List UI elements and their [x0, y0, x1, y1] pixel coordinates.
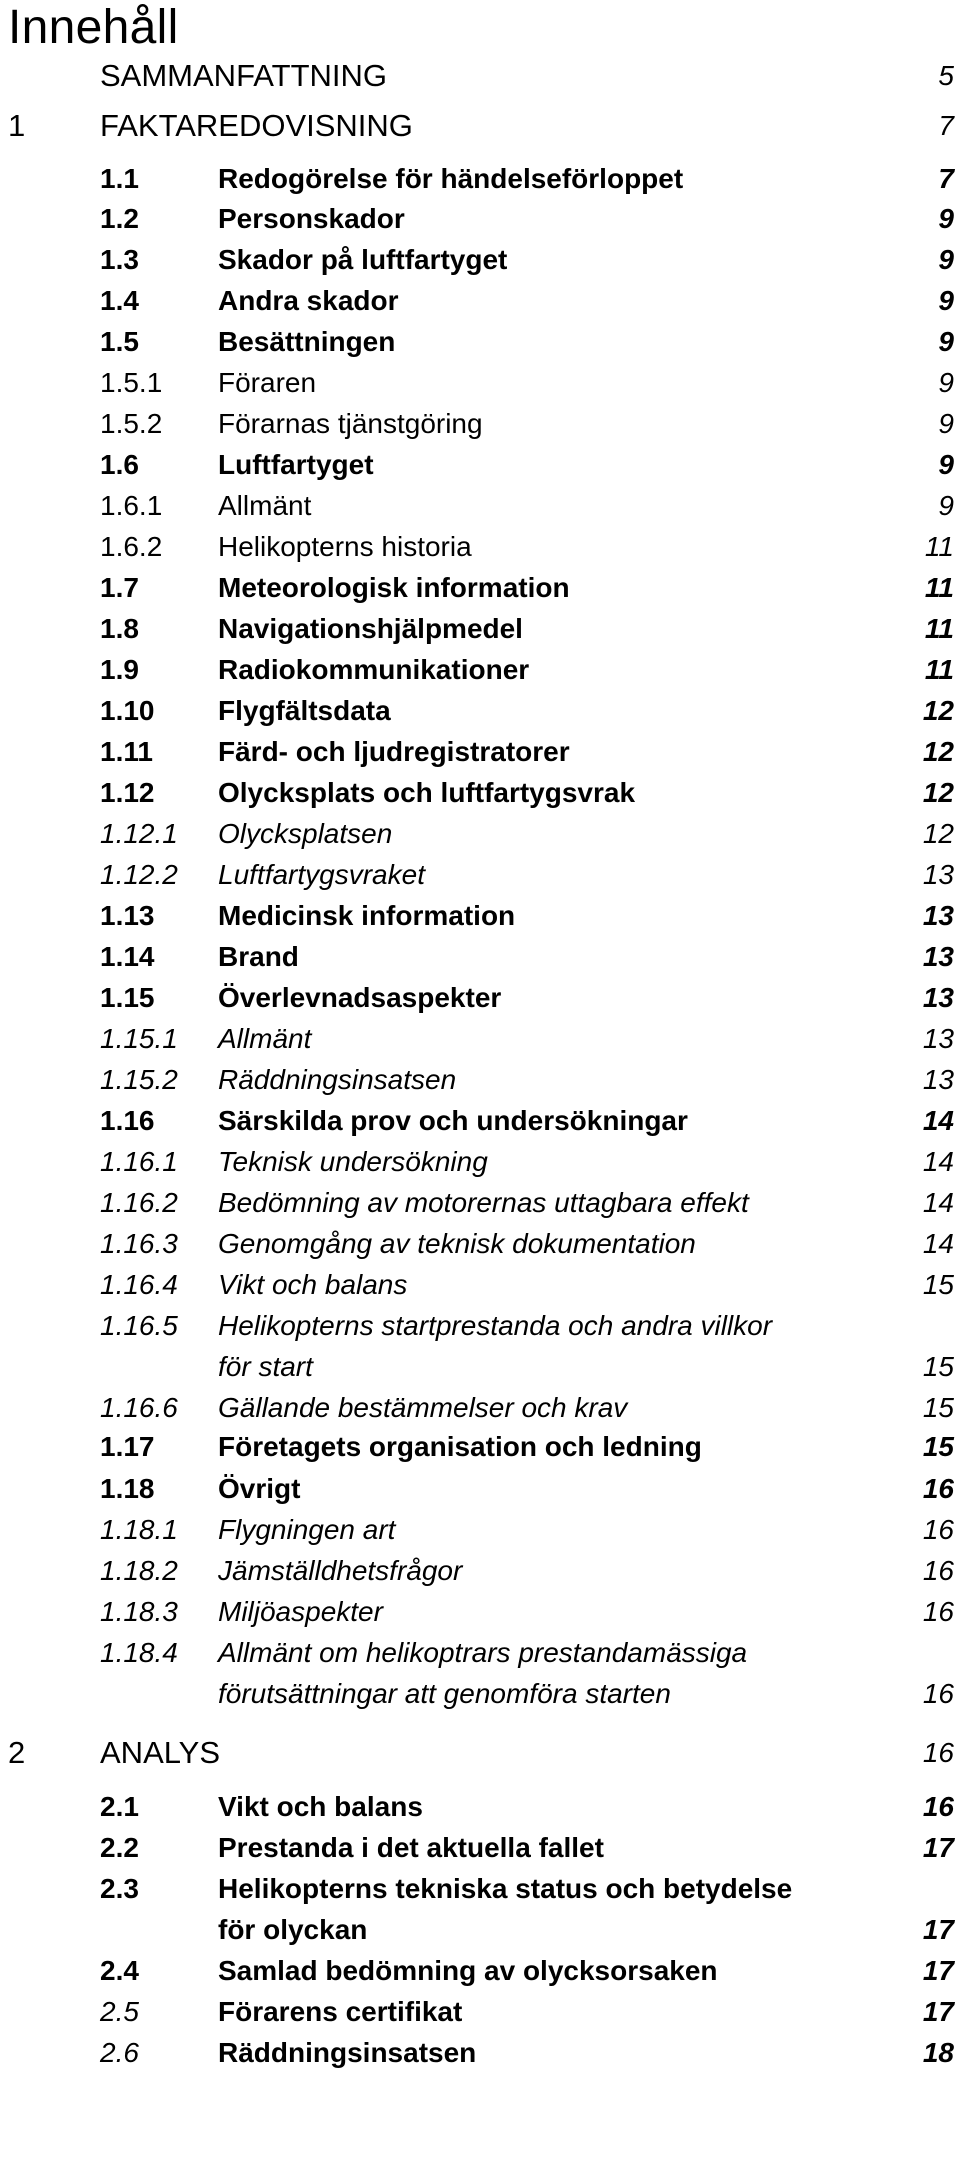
toc-entry[interactable] — [0, 1018, 960, 1060]
toc-entry-title: ANALYS — [100, 1735, 221, 1770]
toc-entry[interactable] — [0, 526, 960, 568]
toc-entry-page: 13 — [922, 859, 954, 890]
toc-entry[interactable] — [0, 608, 960, 650]
toc-entry-title: Förarens certifikat — [218, 1996, 463, 2027]
toc-entry-title: Redogörelse för händelseförloppet — [218, 163, 684, 194]
toc-entry[interactable] — [0, 485, 960, 527]
toc-entry-number: 1.5.2 — [100, 408, 163, 439]
toc-entry-number: 1.3 — [100, 244, 139, 275]
toc-entry[interactable] — [0, 1182, 960, 1224]
toc-entry-title: Radiokommunikationer — [218, 654, 530, 685]
toc-entry-number: 1.15.2 — [100, 1064, 178, 1095]
toc-entry-title: Luftfartyget — [218, 449, 374, 480]
toc-entry-page: 16 — [922, 1473, 954, 1504]
toc-entry-page: 9 — [938, 285, 954, 316]
toc-entry-title: Personskador — [218, 203, 405, 234]
toc-entry-number: 1.18.3 — [100, 1596, 178, 1627]
toc-entry-title: FAKTAREDOVISNING — [100, 108, 413, 143]
toc-entry-page: 12 — [922, 818, 954, 849]
toc-entry[interactable] — [0, 105, 960, 147]
toc-entry[interactable] — [0, 895, 960, 937]
toc-entry-page: 13 — [922, 1023, 954, 1054]
toc-entry[interactable] — [0, 1991, 960, 2033]
toc-entry[interactable] — [0, 1950, 960, 1992]
toc-entry-number: 1.16.4 — [100, 1269, 178, 1300]
toc-entry-page: 16 — [922, 1791, 954, 1822]
toc-entry-title: Föraren — [218, 367, 317, 398]
toc-entry[interactable] — [0, 403, 960, 445]
toc-entry[interactable] — [0, 1509, 960, 1551]
toc-entry-number: 1.12.1 — [100, 818, 178, 849]
toc-entry-number: 2.4 — [100, 1955, 139, 1986]
toc-entry[interactable] — [0, 1632, 960, 1674]
toc-entry-number: 1.16.1 — [100, 1146, 178, 1177]
toc-entry[interactable] — [0, 813, 960, 855]
toc-entry-number: 2.2 — [100, 1832, 139, 1863]
toc-entry-title: Miljöaspekter — [218, 1596, 383, 1627]
toc-entry-title: Förarnas tjänstgöring — [218, 408, 483, 439]
toc-entry[interactable] — [0, 444, 960, 486]
toc-entry-title: Prestanda i det aktuella fallet — [218, 1832, 604, 1863]
toc-entry-page: 16 — [922, 1678, 954, 1709]
toc-entry-title: Färd- och ljudregistratorer — [218, 736, 570, 767]
toc-entry-page: 13 — [922, 941, 954, 972]
toc-entry[interactable] — [0, 1426, 960, 1468]
toc-entry[interactable] — [0, 731, 960, 773]
toc-entry[interactable] — [0, 158, 960, 200]
toc-entry-title: Meteorologisk information — [218, 572, 570, 603]
toc-entry-number: 1.4 — [100, 285, 139, 316]
toc-entry-page: 16 — [922, 1737, 954, 1768]
toc-entry-page: 9 — [938, 244, 954, 275]
toc-entry[interactable] — [0, 1264, 960, 1306]
toc-entry-title: Skador på luftfartyget — [218, 244, 508, 275]
toc-entry-title: Olycksplatsen — [218, 818, 393, 849]
toc-entry-page: 9 — [938, 449, 954, 480]
toc-entry[interactable] — [0, 649, 960, 691]
toc-entry-title: Allmänt om helikoptrars prestandamässiga — [218, 1637, 748, 1668]
toc-entry[interactable] — [0, 1100, 960, 1142]
toc-entry-page: 7 — [938, 110, 954, 141]
toc-entry[interactable] — [0, 362, 960, 404]
toc-entry-number: 1.12.2 — [100, 859, 178, 890]
toc-entry-page: 17 — [922, 1955, 954, 1986]
toc-entry-title: Företagets organisation och ledning — [218, 1431, 702, 1462]
toc-entry-page: 13 — [922, 900, 954, 931]
toc-entry-number: 1.15 — [100, 982, 155, 1013]
toc-entry-title: Medicinsk information — [218, 900, 516, 931]
toc-entry-number: 1.16.5 — [100, 1310, 178, 1341]
toc-entry-page: 14 — [922, 1228, 954, 1259]
toc-entry-number: 1.14 — [100, 941, 155, 972]
toc-entry-number: 1.13 — [100, 900, 155, 931]
toc-entry-title: Genomgång av teknisk dokumentation — [218, 1228, 696, 1259]
toc-entry[interactable] — [0, 321, 960, 363]
toc-entry-continuation[interactable] — [0, 1673, 960, 1715]
toc-entry[interactable] — [0, 1141, 960, 1183]
toc-entry-page: 13 — [922, 982, 954, 1013]
toc-entry-number: 1.16.3 — [100, 1228, 178, 1259]
toc-entry-page: 13 — [922, 1064, 954, 1095]
toc-entry-title: Gällande bestämmelser och krav — [218, 1392, 628, 1423]
toc-entry-number: 1.17 — [100, 1431, 155, 1462]
toc-entry-title: Brand — [218, 941, 299, 972]
toc-entry-number: 1.15.1 — [100, 1023, 178, 1054]
toc-entry-page: 9 — [938, 203, 954, 234]
toc-entry-number: 1.16.6 — [100, 1392, 178, 1423]
toc-entry[interactable] — [0, 1732, 960, 1774]
toc-entry-page: 9 — [938, 490, 954, 521]
toc-entry[interactable] — [0, 1591, 960, 1633]
toc-entry-page: 9 — [938, 408, 954, 439]
toc-entry-title: Besättningen — [218, 326, 396, 357]
toc-entry[interactable] — [0, 936, 960, 978]
toc-entry-page: 18 — [922, 2037, 954, 2068]
toc-entry[interactable] — [0, 280, 960, 322]
toc-entry-number: 2.5 — [100, 1996, 139, 2027]
toc-entry-number: 1.6 — [100, 449, 139, 480]
toc-entry[interactable] — [0, 1550, 960, 1592]
toc-entry-page: 14 — [922, 1187, 954, 1218]
toc-entry-page: 11 — [924, 572, 954, 603]
toc-entry[interactable] — [0, 1786, 960, 1828]
toc-entry-page: 12 — [922, 736, 954, 767]
toc-entry[interactable] — [0, 1827, 960, 1869]
toc-entry[interactable] — [0, 1868, 960, 1910]
toc-entry[interactable] — [0, 977, 960, 1019]
toc-entry-number: 1.9 — [100, 654, 139, 685]
toc-entry-continuation[interactable] — [0, 1909, 960, 1951]
toc-entry-number: 1.12 — [100, 777, 155, 808]
toc-entry-title: Allmänt — [218, 1023, 312, 1054]
toc-entry[interactable] — [0, 567, 960, 609]
toc-entry-number: 2.1 — [100, 1791, 139, 1822]
toc-entry-page: 15 — [922, 1392, 954, 1423]
toc-entry-number: 1.10 — [100, 695, 155, 726]
toc-entry-title: Olycksplats och luftfartygsvrak — [218, 777, 636, 808]
toc-entry-number: 1.18.2 — [100, 1555, 178, 1586]
toc-entry-number: 1.18.1 — [100, 1514, 178, 1545]
toc-entry-title: Helikopterns historia — [218, 531, 472, 562]
toc-entry-title: Allmänt — [218, 490, 312, 521]
toc-entry[interactable] — [0, 1305, 960, 1347]
toc-entry-title: Flygningen art — [218, 1514, 396, 1545]
toc-entry-page: 16 — [922, 1596, 954, 1627]
toc-entry-page: 15 — [922, 1351, 954, 1382]
toc-entry[interactable] — [0, 198, 960, 240]
toc-entry[interactable] — [0, 1223, 960, 1265]
toc-entry-title: Navigationshjälpmedel — [218, 613, 523, 644]
toc-entry-title: för olyckan — [218, 1914, 368, 1945]
toc-entry[interactable] — [0, 239, 960, 281]
toc-entry-number: 2 — [8, 1735, 26, 1770]
toc-entry-number: 1.18 — [100, 1473, 155, 1504]
toc-entry-page: 7 — [938, 163, 954, 194]
toc-entry[interactable] — [0, 1059, 960, 1101]
toc-entry-title: Andra skador — [218, 285, 399, 316]
toc-entry-page: 11 — [924, 531, 954, 562]
toc-entry-title: Övrigt — [218, 1473, 301, 1504]
toc-entry-page: 17 — [922, 1832, 954, 1863]
toc-entry-number: 2.3 — [100, 1873, 139, 1904]
toc-entry-number: 2.6 — [100, 2037, 139, 2068]
toc-entry-title: SAMMANFATTNING — [100, 58, 388, 93]
toc-entry-page: 9 — [938, 326, 954, 357]
toc-entry[interactable] — [0, 854, 960, 896]
toc-entry-page: 11 — [924, 613, 954, 644]
toc-entry-number: 1.18.4 — [100, 1637, 178, 1668]
toc-entry-continuation[interactable] — [0, 1346, 960, 1388]
toc-heading: Innehåll — [8, 1, 179, 54]
toc-entry[interactable] — [0, 2032, 960, 2074]
toc-entry[interactable] — [0, 1468, 960, 1510]
toc-entry-page: 15 — [922, 1269, 954, 1300]
toc-entry-title: Vikt och balans — [218, 1791, 423, 1822]
toc-entry-page: 12 — [922, 777, 954, 808]
toc-entry-page: 16 — [922, 1555, 954, 1586]
toc-entry[interactable] — [0, 1387, 960, 1429]
toc-entry-title: förutsättningar att genomföra starten — [218, 1678, 671, 1709]
toc-entry-page: 14 — [922, 1105, 954, 1136]
toc-entry-title: Bedömning av motorernas uttagbara effekt — [218, 1187, 749, 1218]
toc-entry-title: Vikt och balans — [218, 1269, 408, 1300]
toc-entry-number: 1.2 — [100, 203, 139, 234]
toc-entry-page: 16 — [922, 1514, 954, 1545]
toc-entry-title: Helikopterns tekniska status och betydelse — [218, 1873, 793, 1904]
toc-entry[interactable] — [0, 55, 960, 97]
toc-entry-number: 1.11 — [100, 736, 153, 767]
toc-entry-title: Räddningsinsatsen — [218, 1064, 457, 1095]
toc-entry-page: 5 — [938, 60, 954, 91]
toc-entry-number: 1.8 — [100, 613, 139, 644]
toc-entry-page: 12 — [922, 695, 954, 726]
toc-entry-title: Särskilda prov och undersökningar — [218, 1105, 688, 1136]
toc-entry-page: 9 — [938, 367, 954, 398]
toc-entry-page: 14 — [922, 1146, 954, 1177]
toc-entry-number: 1.16 — [100, 1105, 155, 1136]
toc-entry[interactable] — [0, 690, 960, 732]
toc-entry-number: 1.16.2 — [100, 1187, 178, 1218]
toc-entry-title: Luftfartygsvraket — [218, 859, 425, 890]
toc-entry-page: 17 — [922, 1996, 954, 2027]
toc-entry-page: 11 — [924, 654, 954, 685]
toc-entry-title: Räddningsinsatsen — [218, 2037, 477, 2068]
toc-entry-number: 1.1 — [100, 163, 139, 194]
toc-entry-page: 15 — [922, 1431, 954, 1462]
toc-entry-number: 1.5.1 — [100, 367, 163, 398]
toc-entry-title: Jämställdhetsfrågor — [218, 1555, 463, 1586]
toc-entry-page: 17 — [922, 1914, 954, 1945]
toc-entry-number: 1.5 — [100, 326, 139, 357]
toc-entry-title: Överlevnadsaspekter — [218, 982, 502, 1013]
toc-entry-title: Helikopterns startprestanda och andra villkor — [218, 1310, 773, 1341]
toc-entry-title: Flygfältsdata — [218, 695, 391, 726]
toc-entry-number: 1 — [8, 108, 26, 143]
toc-entry-number: 1.6.1 — [100, 490, 163, 521]
toc-entry-title: för start — [218, 1351, 313, 1382]
toc-entry-number: 1.7 — [100, 572, 139, 603]
toc-entry-title: Teknisk undersökning — [218, 1146, 488, 1177]
toc-entry-number: 1.6.2 — [100, 531, 163, 562]
toc-entry[interactable] — [0, 772, 960, 814]
toc-entry-title: Samlad bedömning av olycksorsaken — [218, 1955, 718, 1986]
